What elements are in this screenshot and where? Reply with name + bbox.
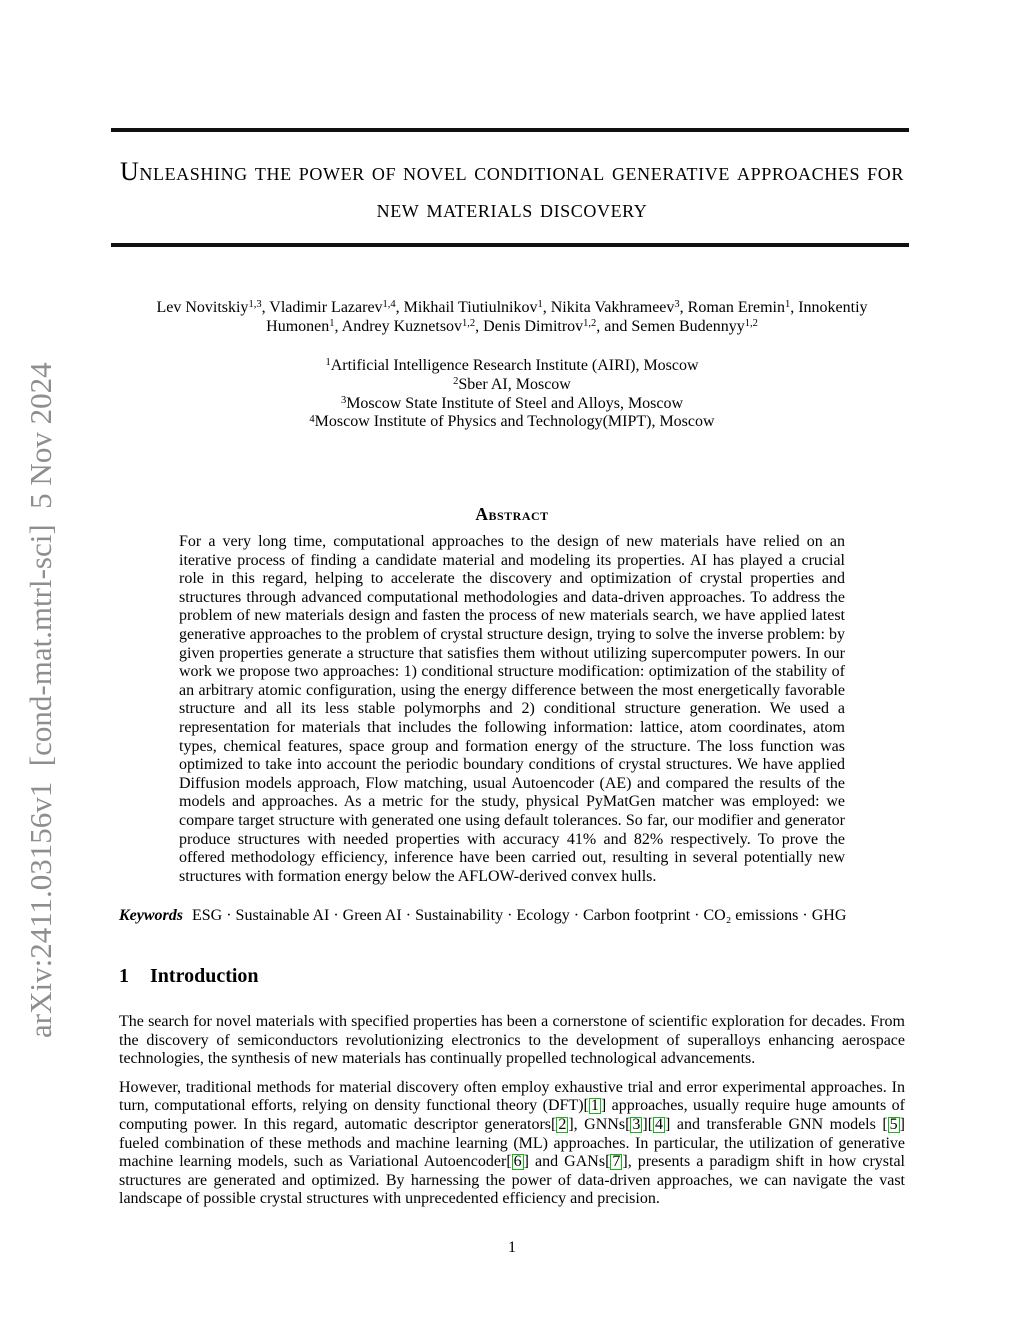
- title-rule-top: [111, 128, 909, 132]
- author-list: Lev Novitskiy$^{1,3}$, Vladimir Lazarev$^{1,4}$, Mikhail Tiutiulnikov$^1$, Nikita Vakhrameev$^3$, Roman Eremin$^1$, Innokentiy Humonen$^1$, Andrey Kuznetsov$^{1,2}$, Denis Dimitrov$^{1,2}$, and Semen Budennyy$^{1,2}$: [156, 299, 868, 335]
- citation-number: 6: [513, 1153, 522, 1171]
- citation-ref[interactable]: [ 6 ]: [506, 1153, 529, 1171]
- section-heading-introduction: [119, 965, 905, 988]
- intro-paragraphs: [119, 1013, 905, 1219]
- author-affiliation-sup: 1: [329, 318, 335, 330]
- intro-paragraph-2: However, traditional methods for material discovery often employ exhaustive trial and error experimental approaches. In turn, computational efforts, relying on density functional theory (DFT)[ 1 ] approaches, usually require huge amounts of computing power. In this regard, automatic descriptor generators[ 2 ], GNNs[ 3 ][ 4 ] and transferable GNN models [ 5 ] fueled combination of these methods and machine learning (ML) approaches. In particular, the utilization of generative machine learning models, such as Variational Autoencoder[ 6 ] and GANs[ 7 ], presents a paradigm shift in how crystal structures are generated and optimized. By harnessing the power of data-driven approaches, we can navigate the vast landscape of possible crystal structures with unprecedented efficiency and precision.: [119, 1078, 906, 1208]
- author-affiliation-sup: 1,2: [744, 318, 758, 330]
- abstract-text: For a very long time, computational approaches to the design of new materials have relied on an iterative process of finding a candidate material and modeling its properties. AI has played a crucial role in this regard, helping to accelerate the discovery and optimization of crystal properties and structures through advanced computational methodologies and data-driven approaches. To address the problem of new materials design and fasten the process of new materials search, we have applied latest generative approaches to the problem of crystal structure design, trying to solve the inverse problem: by given properties generate a structure that satisfies them without utilizing supercomputer powers. In our work we propose two approaches: 1) conditional structure modification: optimization of the stability of an arbitrary atomic configuration, using the energy difference between the most energetically favorable structure and all its less stable polymorphs and 2) conditional structure generation. We used a representation for materials that includes the following information: lattice, atom coordinates, atom types, chemical features, space group and formation energy of the structure. The loss function was optimized to take into account the periodic boundary conditions of crystal structures. We have applied Diffusion models approach, Flow matching, usual Autoencoder (AE) and compared the results of the models and approaches. As a metric for the study, physical PyMatGen matcher was employed: we compare target structure with generated one using default tolerances. So far, our modifier and generator produce structures with needed properties with accuracy 41% and 82% respectively. To prove the offered methodology efficiency, inference have been carried out, resulting in several potentially new structures with formation energy below the AFLOW-derived convex hulls.: [179, 533, 845, 885]
- author-affiliation-sup: 1: [784, 299, 791, 311]
- keywords-label: Keywords: [119, 907, 183, 924]
- title-rule-bottom: [111, 243, 909, 247]
- affiliation-line: $^4$Moscow Institute of Physics and Technology(MIPT), Moscow: [309, 413, 715, 431]
- author-affiliation-sup: 1,2: [462, 318, 476, 330]
- author-affiliation-sup: 1: [537, 299, 543, 311]
- citation-number: 3: [632, 1115, 641, 1133]
- citation-number: 2: [558, 1115, 567, 1133]
- affiliation-list: [118, 357, 906, 432]
- affiliation-line: $^2$Sber AI, Moscow: [453, 375, 571, 393]
- author-affiliation-sup: 1,4: [382, 299, 396, 311]
- citation-ref[interactable]: [ 5 ]: [882, 1115, 905, 1133]
- affiliation-line: $^3$Moscow State Institute of Steel and Alloys, Moscow: [340, 394, 684, 412]
- section-number: 1: [119, 965, 129, 987]
- affiliation-line: $^1$Artificial Intelligence Research Institute (AIRI), Moscow: [325, 357, 699, 374]
- keywords-line: [119, 906, 905, 925]
- citation-number: 1: [590, 1097, 599, 1115]
- citation-ref[interactable]: [ 2 ]: [551, 1115, 574, 1133]
- citation-number: 4: [655, 1115, 664, 1133]
- abstract-heading: Abstract: [475, 504, 549, 524]
- citation-ref[interactable]: [ 7 ]: [605, 1153, 628, 1171]
- citation-ref[interactable]: [ 1 ]: [583, 1097, 607, 1115]
- citation-number: 7: [612, 1153, 621, 1171]
- intro-paragraph-1: The search for novel materials with specified properties has been a cornerstone of scientific exploration for decades. From the discovery of semiconductors revolutionizing electronics to the development of superalloys enhancing aerospace technologies, the synthesis of new materials has continually propelled technological advancements.: [119, 1013, 905, 1068]
- paper-title: Unleashing the power of novel conditional generative approaches for new materials discovery: [120, 157, 904, 223]
- citation-number: 5: [889, 1115, 898, 1133]
- section-title: Introduction: [150, 965, 259, 987]
- citation-ref[interactable]: [ 3 ]: [625, 1115, 648, 1133]
- author-affiliation-sup: 3: [674, 299, 680, 311]
- keyword-list: ESG · Sustainable AI · Green AI · Sustainability · Ecology · Carbon footprint · CO₂ emissions · GHG: [192, 907, 847, 924]
- author-affiliation-sup: 1,3: [248, 299, 262, 311]
- arxiv-watermark: arXiv:2411.03156v1 [cond-mat.mtrl-sci] 5 Nov 2024: [23, 362, 58, 1038]
- page-number: 1: [508, 1239, 516, 1256]
- citation-ref[interactable]: [ 4 ]: [647, 1115, 671, 1133]
- author-affiliation-sup: 1,2: [583, 318, 597, 330]
